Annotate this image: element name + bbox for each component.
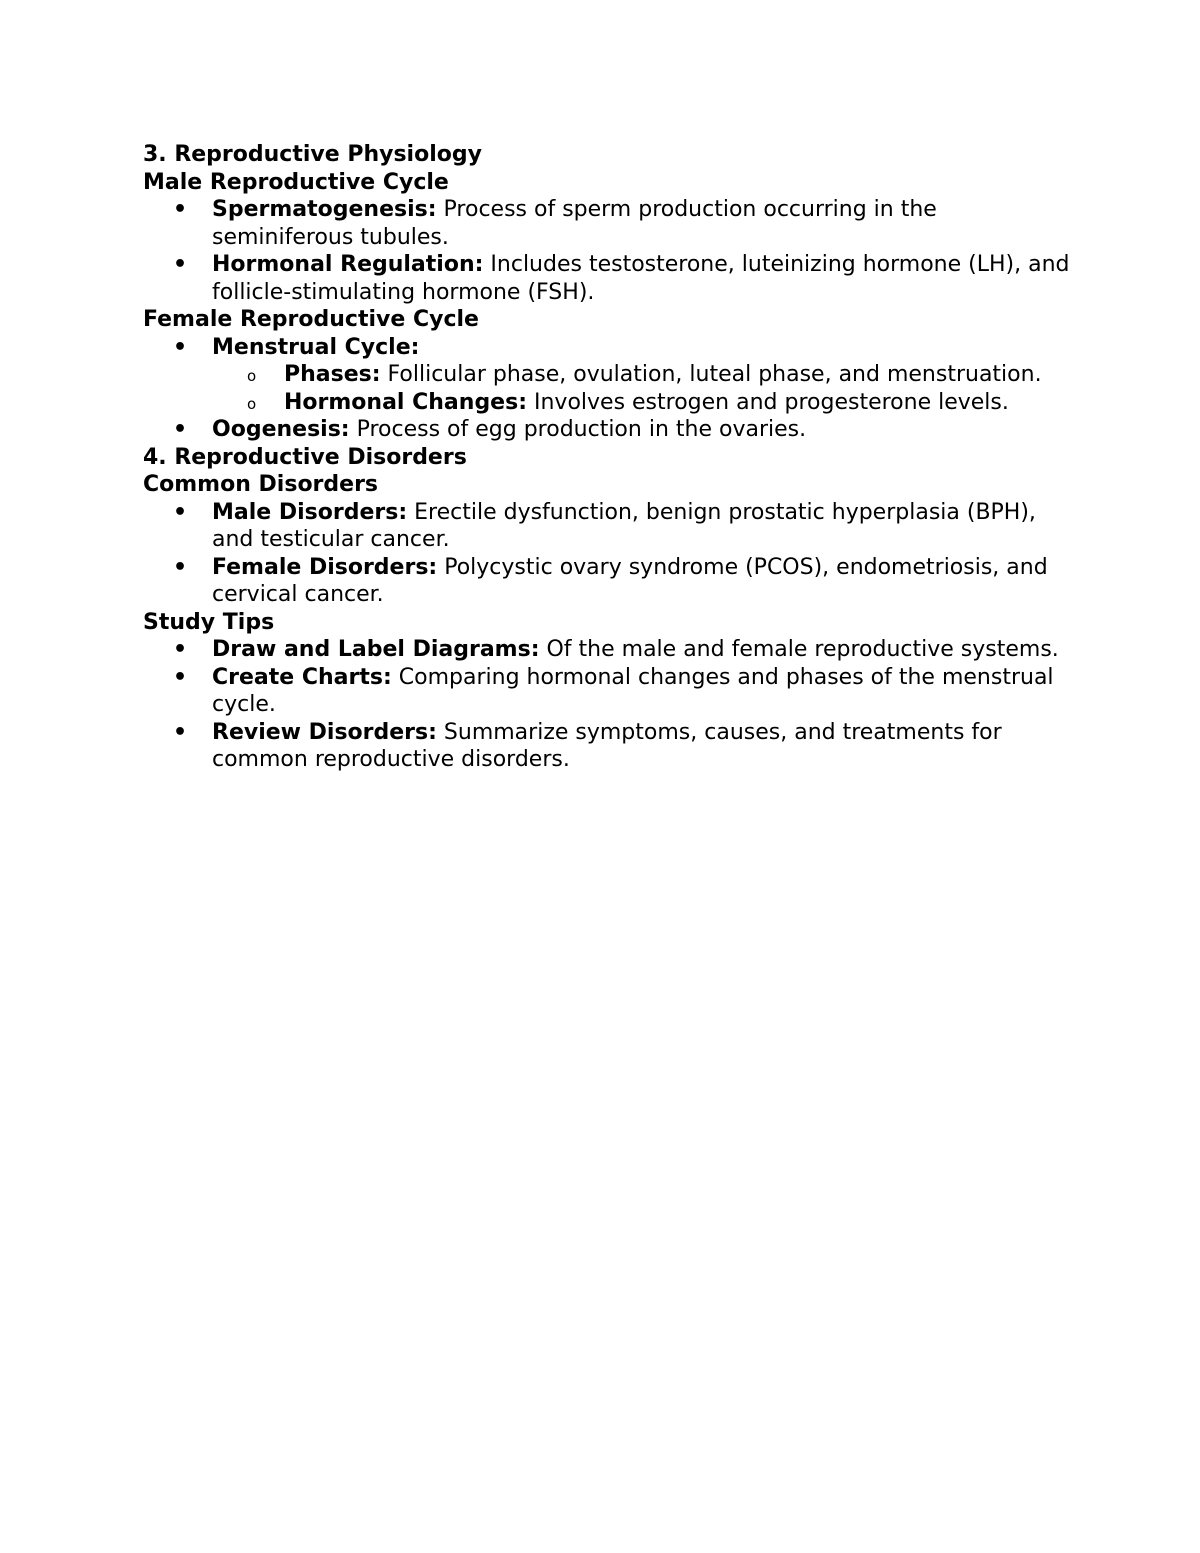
item-text: Involves estrogen and progesterone levels. bbox=[527, 389, 1009, 415]
item-term: Hormonal Regulation: bbox=[212, 252, 484, 277]
item-term: Draw and Label Diagrams: bbox=[212, 637, 540, 662]
bullet-icon: • bbox=[173, 499, 188, 525]
bullet-icon: • bbox=[173, 252, 188, 277]
list-item bbox=[143, 636, 1083, 664]
item-text: Of the male and female reproductive systems. bbox=[539, 637, 1059, 662]
oogenesis-list bbox=[143, 416, 1083, 444]
list-item bbox=[143, 334, 1083, 362]
subheading-common-disorders: Common Disorders bbox=[143, 472, 379, 497]
bullet-icon: • bbox=[173, 554, 188, 580]
menstrual-sublist bbox=[143, 361, 1083, 416]
item-text: Polycystic ovary syndrome (PCOS), endometriosis, and cervical cancer. bbox=[212, 554, 1048, 607]
list-item bbox=[143, 719, 1083, 774]
document-page bbox=[143, 141, 1083, 774]
item-text: Summarize symptoms, causes, and treatments for common reproductive disorders. bbox=[212, 719, 1002, 772]
item-text: Follicular phase, ovulation, luteal phase, and menstruation. bbox=[380, 362, 1042, 387]
sublist-item bbox=[143, 361, 1083, 389]
list-item bbox=[143, 664, 1083, 719]
female-cycle-list bbox=[143, 334, 1083, 362]
item-text: Process of sperm production occurring in the seminiferous tubules. bbox=[212, 197, 937, 250]
item-term: Menstrual Cycle: bbox=[212, 334, 420, 360]
bullet-icon: • bbox=[173, 417, 188, 442]
item-text: Process of egg production in the ovaries. bbox=[349, 417, 807, 442]
item-term: Create Charts: bbox=[212, 664, 392, 690]
sub-bullet-icon: o bbox=[247, 367, 257, 385]
study-tips-list bbox=[143, 636, 1083, 774]
item-term: Oogenesis: bbox=[212, 417, 350, 442]
bullet-icon: • bbox=[173, 719, 188, 745]
subheading-study-tips: Study Tips bbox=[143, 609, 275, 635]
bullet-icon: • bbox=[173, 334, 188, 360]
male-cycle-list bbox=[143, 196, 1083, 306]
item-term: Hormonal Changes: bbox=[284, 389, 527, 415]
bullet-icon: • bbox=[173, 197, 188, 222]
item-text: Comparing hormonal changes and phases of the menstrual cycle. bbox=[212, 664, 1054, 717]
sublist-item bbox=[143, 389, 1083, 417]
sub-bullet-icon: o bbox=[247, 394, 257, 413]
bullet-icon: • bbox=[173, 664, 188, 690]
section-title-disorders: 4. Reproductive Disorders bbox=[143, 444, 467, 470]
item-term: Male Disorders: bbox=[212, 499, 408, 525]
bullet-icon: • bbox=[173, 637, 188, 662]
list-item bbox=[143, 499, 1083, 554]
item-term: Female Disorders: bbox=[212, 554, 438, 580]
list-item bbox=[143, 554, 1083, 609]
section-title-physiology: 3. Reproductive Physiology bbox=[143, 142, 482, 167]
item-text: Includes testosterone, luteinizing hormone (LH), and follicle-stimulating hormone (FSH). bbox=[212, 252, 1070, 305]
list-item bbox=[143, 416, 1083, 444]
disorders-list bbox=[143, 499, 1083, 609]
item-term: Review Disorders: bbox=[212, 719, 437, 745]
list-item bbox=[143, 251, 1083, 306]
item-text: Erectile dysfunction, benign prostatic hyperplasia (BPH), and testicular cancer. bbox=[212, 499, 1036, 552]
list-item bbox=[143, 196, 1083, 251]
subheading-male-cycle: Male Reproductive Cycle bbox=[143, 169, 449, 195]
subheading-female-cycle: Female Reproductive Cycle bbox=[143, 307, 479, 332]
item-term: Phases: bbox=[284, 362, 381, 387]
item-term: Spermatogenesis: bbox=[212, 197, 437, 222]
